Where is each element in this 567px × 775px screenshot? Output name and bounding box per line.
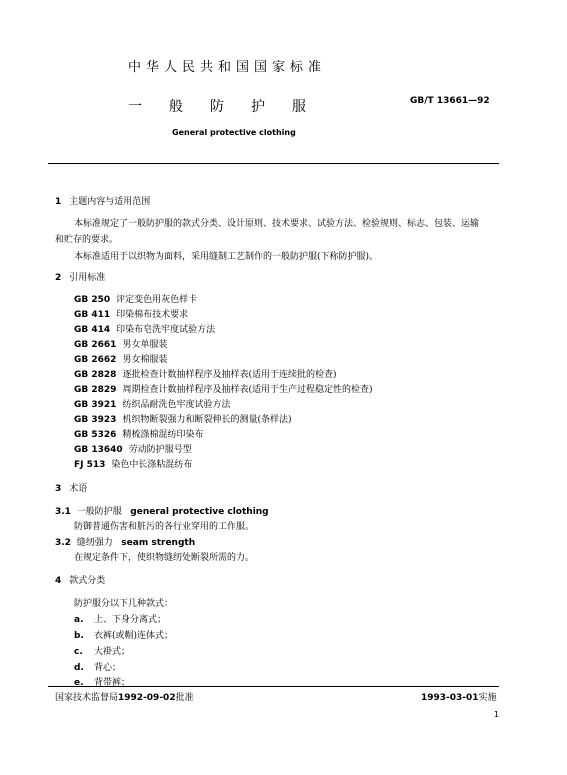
reference-item: [74, 412, 291, 425]
reference-code: GB 2828: [74, 370, 117, 380]
term-number: 3.2: [55, 538, 71, 548]
reference-item: [74, 442, 192, 455]
style-list-item: [74, 628, 173, 641]
footer-divider: [48, 686, 499, 687]
section-number: 2: [55, 273, 62, 283]
header-divider: [48, 163, 499, 164]
implementation-date: 1993-03-01: [421, 693, 479, 703]
reference-item: [74, 337, 167, 350]
section-3-heading: [55, 481, 87, 494]
standard-code: GB/T 13661—92: [410, 96, 490, 106]
reference-item: [74, 457, 192, 470]
reference-code: GB 250: [74, 295, 111, 305]
implementation-label: 实施: [478, 693, 497, 703]
section-1-heading: [55, 194, 150, 207]
reference-title: 男女单服装: [122, 340, 168, 350]
reference-code: FJ 513: [74, 460, 106, 470]
list-marker: e.: [74, 678, 84, 688]
term-english: seam strength: [121, 538, 196, 548]
term-3-2: [55, 535, 195, 548]
section-title: 主题内容与适用范围: [69, 197, 151, 207]
reference-title: 男女棉服装: [122, 355, 168, 365]
list-text: 大褂式；: [94, 647, 131, 657]
standard-title: 一般防护服: [128, 99, 333, 115]
reference-code: GB 411: [74, 310, 111, 320]
reference-item: [74, 352, 167, 365]
reference-item: [74, 322, 215, 335]
reference-item: [74, 367, 336, 380]
term-definition: 在规定条件下，使织物缝纫处断裂所需的力。: [74, 553, 255, 563]
list-marker: c.: [74, 647, 83, 657]
reference-code: GB 2829: [74, 385, 117, 395]
reference-code: GB 3923: [74, 415, 117, 425]
section-2-heading: [55, 270, 105, 283]
reference-item: [74, 292, 197, 305]
list-text: 上、下身分离式；: [94, 615, 167, 625]
section-number: 3: [55, 484, 62, 494]
reference-code: GB 414: [74, 325, 111, 335]
term-number: 3.1: [55, 507, 71, 517]
term-3-1: [55, 504, 269, 517]
reference-title: 纺织品耐洗色牢度试验方法: [122, 400, 231, 410]
page-number: 1: [493, 710, 499, 719]
section-4-heading: [55, 573, 105, 586]
section-title: 引用标准: [69, 273, 106, 283]
standard-organization: 中华人民共和国国家标准: [128, 60, 327, 75]
reference-code: GB 2661: [74, 340, 117, 350]
paragraph: 和贮存的要求。: [55, 235, 119, 245]
reference-title: 印染棉布技术要求: [116, 310, 189, 320]
section-title: 术语: [69, 484, 88, 494]
term-english: general protective clothing: [130, 507, 269, 517]
reference-title: 机织物断裂强力和断裂伸长的测量(条样法): [122, 415, 292, 425]
reference-title: 评定变色用灰色样卡: [116, 295, 198, 305]
list-text: 衣裤(或帽)连体式；: [94, 631, 174, 641]
reference-item: [74, 382, 372, 395]
list-text: 背带裤；: [94, 678, 131, 688]
style-list-item: [74, 612, 166, 625]
reference-code: GB 13640: [74, 445, 123, 455]
approval-line: [55, 690, 194, 703]
reference-title: 印染布皂洗牢度试验方法: [116, 325, 216, 335]
list-marker: b.: [74, 631, 84, 641]
style-list-item: [74, 644, 130, 657]
term-name: 一般防护服: [76, 507, 122, 517]
term-definition: 防御普通伤害和脏污的各行业穿用的工作服。: [74, 522, 255, 532]
section-number: 4: [55, 576, 62, 586]
reference-item: [74, 427, 203, 440]
reference-title: 劳动防护服号型: [128, 445, 192, 455]
approval-label: 批准: [175, 693, 194, 703]
reference-item: [74, 307, 188, 320]
reference-code: GB 3921: [74, 400, 117, 410]
reference-item: [74, 397, 230, 410]
reference-code: GB 5326: [74, 430, 117, 440]
list-marker: d.: [74, 663, 84, 673]
reference-title: 精梳涤棉混纺印染布: [122, 430, 204, 440]
approval-date: 1992-09-02: [118, 693, 176, 703]
reference-title: 逐批检查计数抽样程序及抽样表(适用于连续批的检查): [122, 370, 337, 380]
list-marker: a.: [74, 615, 84, 625]
reference-title: 周期检查计数抽样程序及抽样表(适用于生产过程稳定性的检查): [122, 385, 373, 395]
reference-code: GB 2662: [74, 355, 117, 365]
section-title: 款式分类: [69, 576, 106, 586]
implementation-line: [421, 690, 497, 703]
paragraph: 本标准规定了一般防护服的款式分类、设计原则、技术要求、试验方法、检验规则、标志、包装、运输: [74, 219, 480, 229]
reference-title: 染色中长涤粘混纺布: [111, 460, 193, 470]
paragraph: 本标准适用于以织物为面料，采用缝制工艺制作的一般防护服(下称防护服)。: [74, 252, 379, 262]
style-intro: 防护服分以下几种款式：: [74, 599, 174, 609]
style-list-item: [74, 660, 121, 673]
approval-authority: 国家技术监督局: [55, 693, 119, 703]
english-title: General protective clothing: [172, 128, 296, 137]
term-name: 缝纫强力: [76, 538, 113, 548]
list-text: 背心；: [94, 663, 122, 673]
section-number: 1: [55, 197, 62, 207]
